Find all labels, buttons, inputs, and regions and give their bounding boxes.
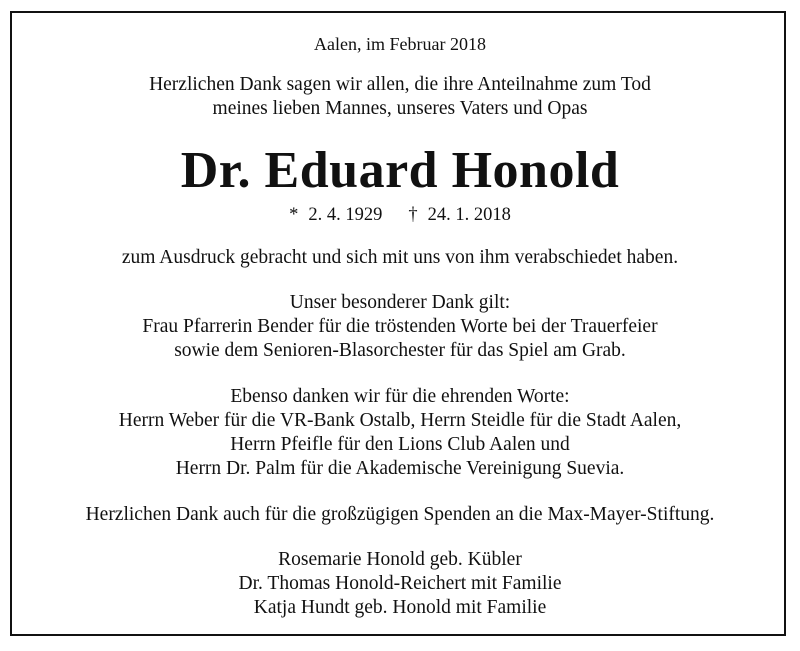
special-thanks-line-2: sowie dem Senioren-Blasorchester für das Spiel am Grab. [174,340,626,361]
speech-thanks-line-2: Herrn Pfeifle für den Lions Club Aalen und [230,434,570,455]
deceased-name: Dr. Eduard Honold [180,142,620,199]
special-thanks-line-1: Frau Pfarrerin Bender für die tröstenden Worte bei der Trauerfeier [142,316,658,337]
birth-date: 2. 4. 1929 [308,205,383,225]
death-date: 24. 1. 2018 [427,205,511,225]
intro-line-1: Herzlichen Dank sagen wir allen, die ihre Anteilnahme zum Tod [149,74,651,95]
speech-thanks-line-3: Herrn Dr. Palm für die Akademische Vereinigung Suevia. [175,458,625,479]
special-thanks-heading: Unser besonderer Dank gilt: [289,292,511,313]
birth-symbol: * [289,205,299,225]
signatory-1: Rosemarie Honold geb. Kübler [278,549,522,570]
donation-thanks: Herzlichen Dank auch für die großzügigen Spenden an die Max-Mayer-Stiftung. [85,504,715,525]
intro-line-2: meines lieben Mannes, unseres Vaters und Opas [212,98,588,119]
speech-thanks-heading: Ebenso danken wir für die ehrenden Worte: [230,386,570,407]
life-dates [0,203,800,227]
expression-line: zum Ausdruck gebracht und sich mit uns von ihm verabschiedet haben. [121,247,679,268]
death-symbol: † [408,205,418,225]
place-date: Aalen, im Februar 2018 [314,34,486,54]
signatory-3: Katja Hundt geb. Honold mit Familie [253,597,547,618]
signatory-2: Dr. Thomas Honold-Reichert mit Familie [238,573,562,594]
speech-thanks-line-1: Herrn Weber für die VR-Bank Ostalb, Herrn Steidle für die Stadt Aalen, [118,410,682,431]
